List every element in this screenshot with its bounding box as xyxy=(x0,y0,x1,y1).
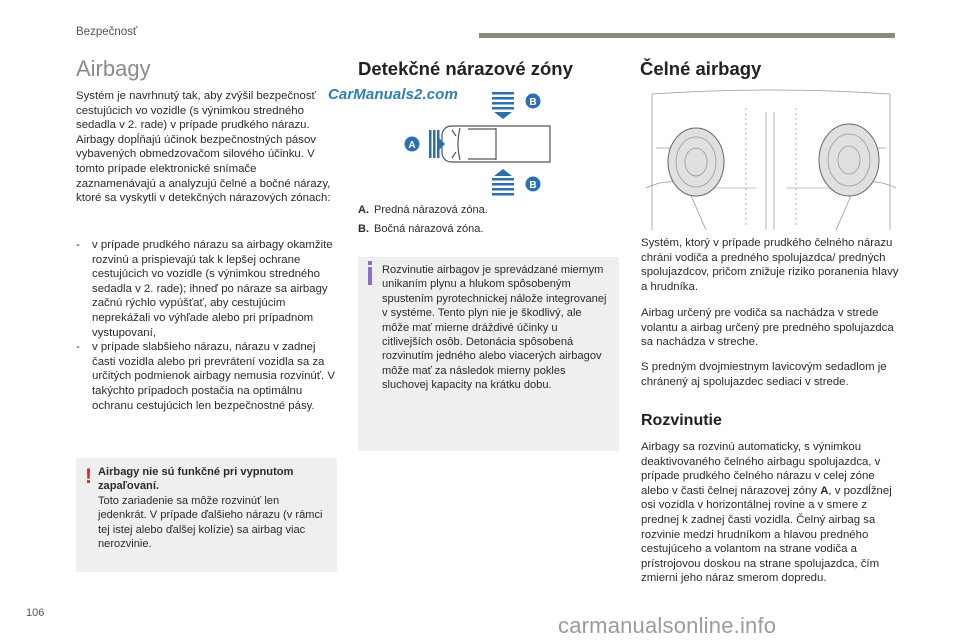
airbagy-list xyxy=(76,238,338,413)
front-title: Čelné airbagy xyxy=(640,58,762,79)
warning-icon: ! xyxy=(85,465,92,488)
legend-item: B. Bočná nárazová zóna. xyxy=(358,223,484,235)
airbagy-intro: Systém je navrhnutý tak, aby zvýšil bezpečnosť cestujúcich vo vozidle (s výnimkou stredného sedadla v 2. rade) v prípade prudkého nárazu. Airbagy dopĺňajú účinok bezpečnostných pásov vybavených obmedzovačom silového účinku. V tomto prípade elektronické snímače zaznamenávajú a analyzujú čelné a bočné nárazy, ktoré sa vyskytli v detekčných nárazových zónach: xyxy=(76,90,331,205)
label-b-bottom: B xyxy=(529,180,537,191)
warning-text: Toto zariadenie sa môže rozvinúť len jedenkrát. V prípade ďalšieho nárazu (v rámci tej istej alebo ďalšej kolízie) sa airbag viac nerozvinie. xyxy=(98,494,323,551)
info-note xyxy=(358,257,619,451)
label-b-top: B xyxy=(529,97,537,108)
info-text: Rozvinutie airbagov je sprevádzané miernym unikaním plynu a hlukom spôsobeným spustením pyrotechnickej nálože integrovanej v systéme. Tento plyn nie je škodlivý, ale môže mať mierne dráždivé účinky u citlivejších osôb. Detonácia spôsobená rozvinutím jedného alebo viacerých airbagov môže mať za následok mierny pokles sluchovej kapacity na krátku dobu. xyxy=(382,264,607,392)
warning-note xyxy=(76,458,337,572)
deploy-text: Airbagy sa rozvinú automaticky, s výnimkou deaktivovaného čelného airbagu spolujazdca, v prípade prudkého čelného nárazu v celej zóne alebo v časti čelnej nárazovej zóny A, v pozdĺžnej osi vozidla v horizontálnej rovine a v smere z prednej k zadnej časti vozidla. Čelný airbag sa rozvinie medzi hrudníkom a hlavou predného cestujúceho a volantom na strane vodiča a prístrojovou doskou na strane spolujazdca, čím zmierni jeho náraz smerom dopredu. xyxy=(641,441,892,585)
header-rule xyxy=(479,33,895,38)
impact-zones-diagram xyxy=(400,88,560,198)
zones-title: Detekčné nárazové zóny xyxy=(358,58,573,79)
front-p1: Systém, ktorý v prípade prudkého čelného nárazu chráni vodiča a predného spolujazdca/ predných spolujazdcov, pričom znižuje riziko poranenia hlavy a hrudníka. xyxy=(641,237,899,293)
front-impact-arrows-icon xyxy=(429,130,445,158)
side-impact-arrows-bottom-icon xyxy=(492,169,514,196)
car-icon xyxy=(442,126,550,162)
front-p3: S predným dvojmiestnym lavicovým sedadlom je chránený aj spolujazdec sediaci v strede. xyxy=(641,361,887,388)
info-icon xyxy=(368,267,372,285)
front-p2: Airbag určený pre vodiča sa nachádza v strede volantu a airbag určený pre predného spolujazdca sa nachádza v streche. xyxy=(641,307,894,349)
list-item: - v prípade prudkého nárazu sa airbagy okamžite rozvinú a prispievajú tak k lepšej ochrane cestujúcich vo vozidle (s výnimkou stredného sedadla v 2. rade); ihneď po náraze sa airbagy začnú rýchlo vypúšťať, aby cestujúcim neprekážali vo výhľade alebo pri prípadnom vystupovaní, xyxy=(76,238,338,340)
watermark-bottom: carmanualsonline.info xyxy=(558,613,777,638)
warning-title: Airbagy nie sú funkčné pri vypnutom zapaľovaní. xyxy=(98,466,294,493)
list-item: - v prípade slabšieho nárazu, nárazu v zadnej časti vozidla alebo pri prevrátení vozidla sa za určitých podmienok airbagy nemusia rozvinúť. V takýchto prípadoch postačia na optimálnu ochranu cestujúcich len bezpečnostné pásy. xyxy=(76,340,338,413)
page-number: 106 xyxy=(26,607,45,619)
section-label: Bezpečnosť xyxy=(76,26,138,38)
front-airbags-illustration xyxy=(646,88,896,230)
zones-legend xyxy=(358,201,488,239)
side-impact-arrows-top-icon xyxy=(492,92,514,119)
watermark-top: CarManuals2.com xyxy=(328,86,458,103)
airbagy-title: Airbagy xyxy=(76,56,151,81)
legend-item: A. Predná nárazová zóna. xyxy=(358,204,488,216)
deploy-title: Rozvinutie xyxy=(641,412,722,429)
label-a: A xyxy=(408,140,416,151)
